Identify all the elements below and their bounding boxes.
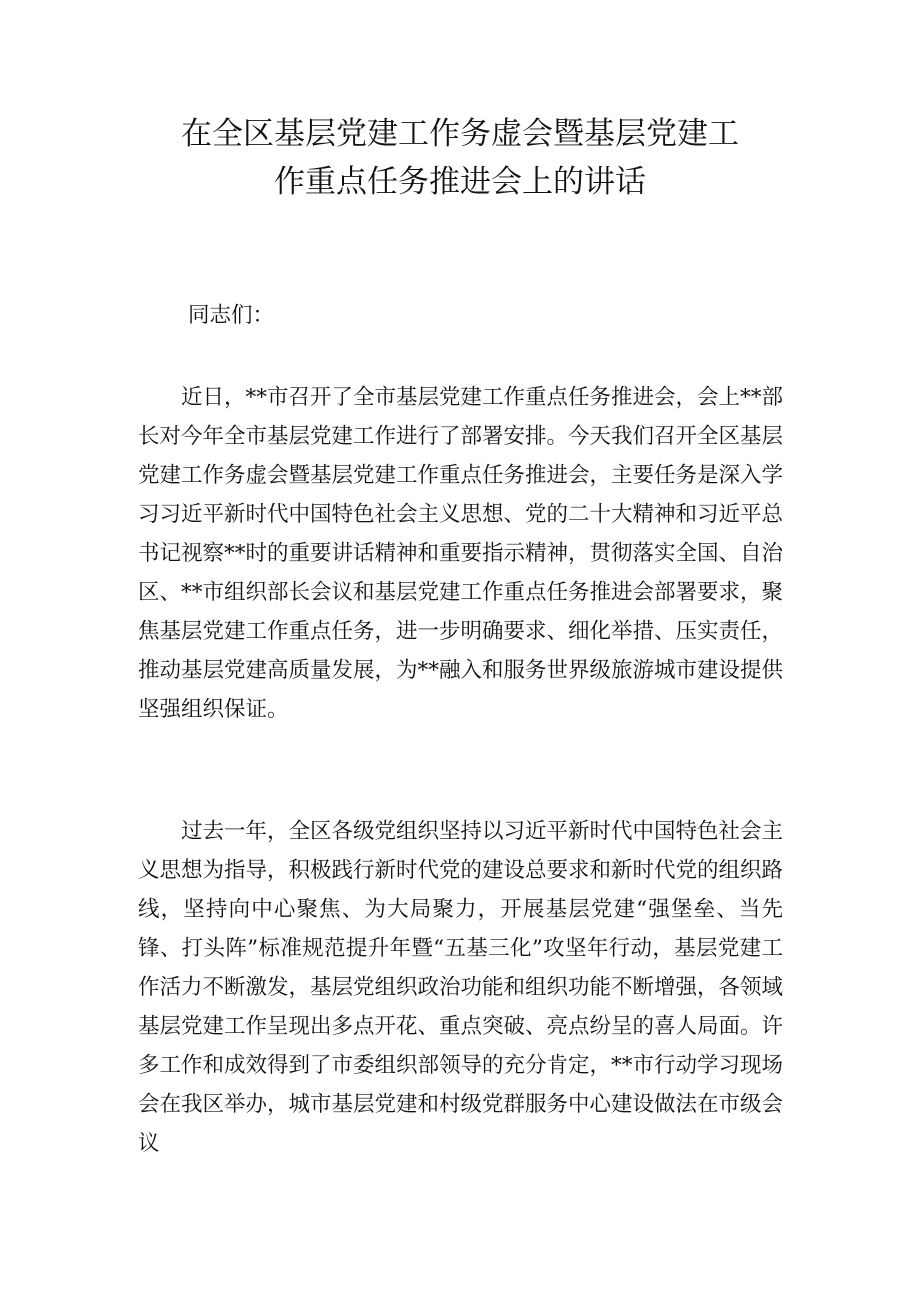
title-line-2: 作重点任务推进会上的讲话 (274, 164, 646, 200)
salutation: 同志们： (188, 303, 275, 328)
document-title (130, 110, 790, 206)
body-paragraph-1: 近日，**市召开了全市基层党建工作重点任务推进会，会上**部长对今年全市基层党建工作进行了部署安排。今天我们召开全区基层党建工作务虚会暨基层党建工作重点任务推进会，主要任务是深入学习习近平新时代中国特色社会主义思想、党的二十大精神和习近平总书记视察**时的重要讲话精神和重要指示精神，贯彻落实全国、自治区、**市组织部长会议和基层党建工作重点任务推进会部署要求，聚焦基层党建工作重点任务，进一步明确要求、细化举措、压实责任，推动基层党建高质量发展，为**融入和服务世界级旅游城市建设提供坚强组织保证。 (138, 385, 784, 722)
title-line-1: 在全区基层党建工作务虚会暨基层党建工 (181, 116, 739, 152)
body-paragraph-2: 过去一年，全区各级党组织坚持以习近平新时代中国特色社会主义思想为指导，积极践行新时代党的建设总要求和新时代党的组织路线，坚持向中心聚焦、为大局聚力，开展基层党建“强堡垒、当先锋、打头阵”标准规范提升年暨“五基三化”攻坚年行动，基层党建工作活力不断激发，基层党组织政治功能和组织功能不断增强，各领域基层党建工作呈现出多点开花、重点突破、亮点纷呈的喜人局面。许多工作和成效得到了市委组织部领导的充分肯定，**市行动学习现场会在我区举办，城市基层党建和村级党群服务中心建设做法在市级会议 (138, 819, 784, 1156)
